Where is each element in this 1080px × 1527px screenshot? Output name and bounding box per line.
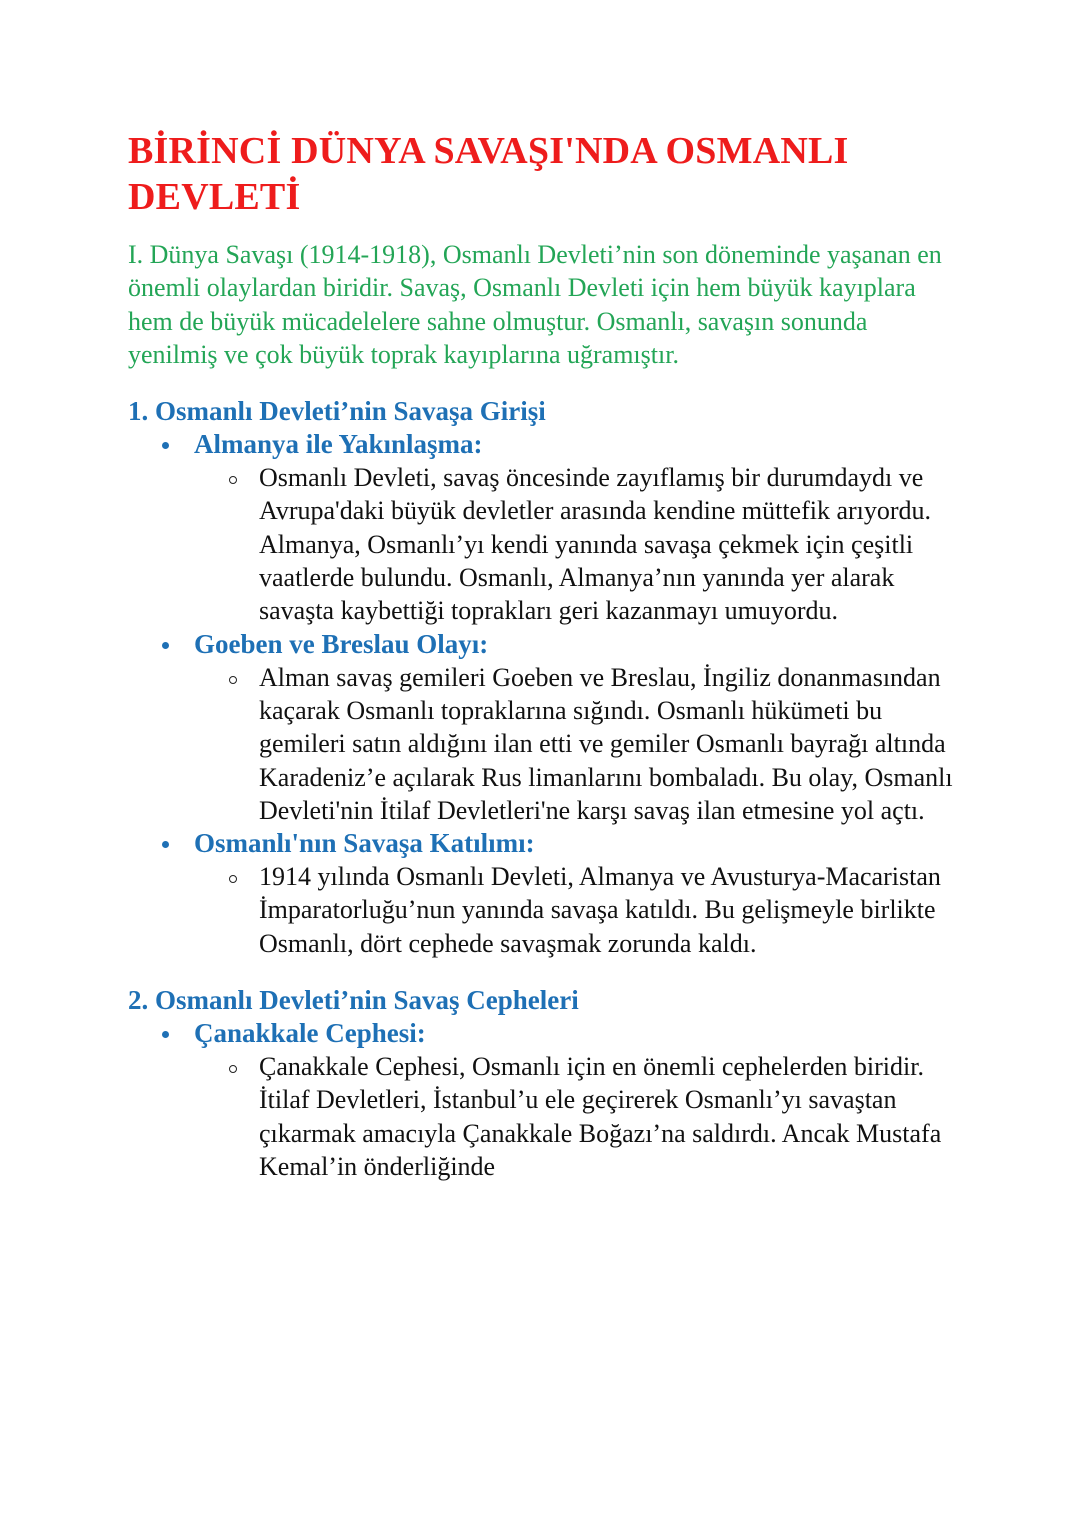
intro-paragraph: I. Dünya Savaşı (1914-1918), Osmanlı Devleti’nin son döneminde yaşanan en önemli olaylardan biridir. Savaş, Osmanlı Devleti için hem büyük kayıplara hem de büyük mücadelelere sahne olmuştur. Osmanlı, savaşın sonunda yenilmiş ve çok büyük toprak kayıplarına uğramıştır. [128, 240, 942, 369]
list-item-savasa-katilim [128, 827, 958, 960]
sub-list-item [194, 860, 958, 960]
item-heading: Almanya ile Yakınlaşma: [194, 429, 483, 460]
item-heading: Goeben ve Breslau Olayı: [194, 628, 489, 659]
bullet-circle-icon [229, 476, 237, 484]
bullet-circle-icon [229, 676, 237, 684]
item-heading: Osmanlı'nın Savaşa Katılımı: [194, 828, 535, 859]
sub-list [194, 461, 958, 627]
bullet-circle-icon [229, 875, 237, 883]
sub-list-item [194, 1050, 958, 1183]
document-title: BİRİNCİ DÜNYA SAVAŞI'NDA OSMANLI DEVLETİ [128, 130, 849, 218]
list-item-canakkale-cephesi [128, 1017, 958, 1183]
section-heading-savas-cepheleri: 2. Osmanlı Devleti’nin Savaş Cepheleri [128, 985, 579, 1016]
sub-list-item [194, 461, 958, 627]
list-item-almanya-yakinlasma [128, 428, 958, 627]
section-2-list [128, 1017, 958, 1183]
bullet-dot-icon [162, 841, 169, 848]
section-1-list [128, 428, 958, 960]
bullet-dot-icon [162, 442, 169, 449]
item-paragraph: 1914 yılında Osmanlı Devleti, Almanya ve Avusturya-Macaristan İmparatorluğu’nun yanında savaşa katıldı. Bu gelişmeyle birlikte Osmanlı, dört cephede savaşmak zorunda kaldı. [259, 862, 941, 958]
item-paragraph: Alman savaş gemileri Goeben ve Breslau, İngiliz donanmasından kaçarak Osmanlı topraklarına sığındı. Osmanlı hükümeti bu gemileri satın aldığını ilan etti ve gemiler Osmanlı bayrağı altında Karadeniz’e açılarak Rus limanlarını bombaladı. Bu olay, Osmanlı Devleti'nin İtilaf Devletleri'ne karşı savaş ilan etmesine yol açtı. [259, 662, 953, 825]
bullet-circle-icon [229, 1065, 237, 1073]
list-item-goeben-breslau [128, 628, 958, 827]
item-paragraph: Osmanlı Devleti, savaş öncesinde zayıflamış bir durumdaydı ve Avrupa'daki büyük devletler arasında kendine müttefik arıyordu. Almanya, Osmanlı’yı kendi yanında savaşa çekmek için çeşitli vaatlerde bulundu. Osmanlı, Almanya’nın yanında yer alarak savaşta kaybettiği toprakları geri kazanmayı umuyordu. [259, 463, 932, 626]
sub-list-item [194, 661, 958, 827]
item-paragraph: Çanakkale Cephesi, Osmanlı için en önemli cephelerden biridir. İtilaf Devletleri, İstanbul’u ele geçirerek Osmanlı’yı savaştan çıkarmak amacıyla Çanakkale Boğazı’na saldırdı. Ancak Mustafa Kemal’in önderliğinde [259, 1052, 942, 1181]
bullet-dot-icon [162, 1031, 169, 1038]
item-heading: Çanakkale Cephesi: [194, 1018, 426, 1049]
document-page [128, 128, 958, 1183]
sub-list [194, 1050, 958, 1183]
sub-list [194, 661, 958, 827]
bullet-dot-icon [162, 642, 169, 649]
section-heading-savasa-giris: 1. Osmanlı Devleti’nin Savaşa Girişi [128, 396, 546, 427]
sub-list [194, 860, 958, 960]
